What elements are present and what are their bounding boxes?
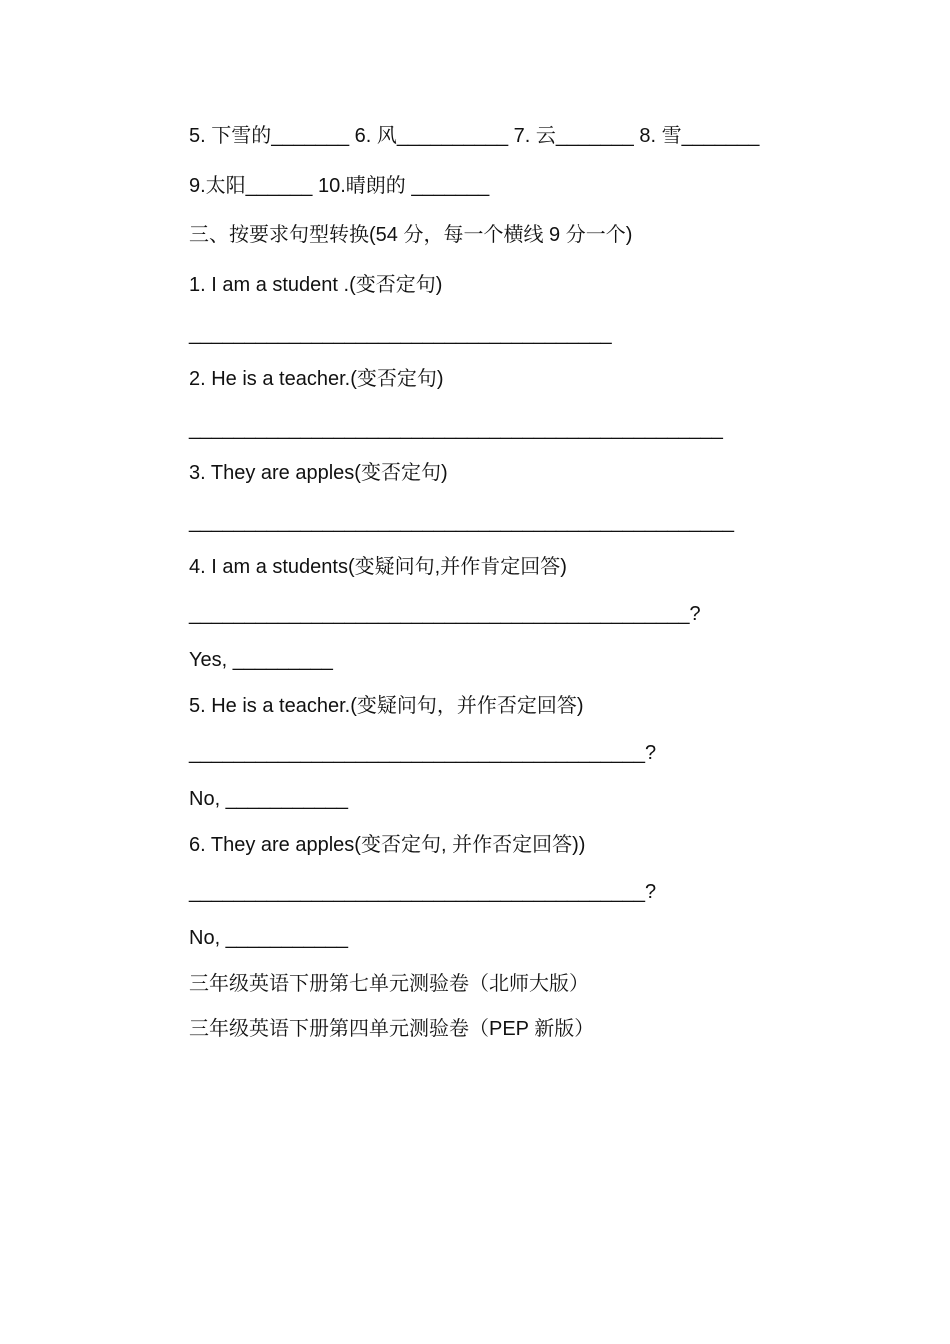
answer-yes-4: Yes, _________ <box>189 649 333 671</box>
answer-blank-5: _________________________________________? <box>189 742 657 764</box>
question-4: 4. I am a students(变疑问句,并作肯定回答) <box>189 556 567 578</box>
related-link-unit-4[interactable]: 三年级英语下册第四单元测验卷（PEP 新版） <box>189 1018 595 1040</box>
vocab-line-5-8: 5. 下雪的_______ 6. 风__________ 7. 云_______ 8. 雪_______ <box>189 125 760 147</box>
question-3: 3. They are apples(变否定句) <box>189 462 448 484</box>
question-5: 5. He is a teacher.(变疑问句，并作否定回答) <box>189 695 584 717</box>
answer-blank-2: ________________________________________________ <box>189 418 723 440</box>
answer-blank-6: _________________________________________? <box>189 881 657 903</box>
related-link-unit-7[interactable]: 三年级英语下册第七单元测验卷（北师大版） <box>189 973 589 995</box>
question-6: 6. They are apples(变否定句, 并作否定回答)) <box>189 834 586 856</box>
answer-blank-4: _____________________________________________? <box>189 603 701 625</box>
answer-no-5: No, ___________ <box>189 788 349 810</box>
answer-no-6: No, ___________ <box>189 927 349 949</box>
answer-blank-3: _________________________________________________ <box>189 511 735 533</box>
question-1: 1. I am a student .(变否定句) <box>189 274 443 296</box>
section-three-heading: 三、按要求句型转换(54 分，每一个横线 9 分一个) <box>189 224 633 246</box>
question-2: 2. He is a teacher.(变否定句) <box>189 368 444 390</box>
answer-blank-1: ______________________________________ <box>189 323 612 345</box>
vocab-line-9-10: 9.太阳______ 10.晴朗的 _______ <box>189 175 490 197</box>
